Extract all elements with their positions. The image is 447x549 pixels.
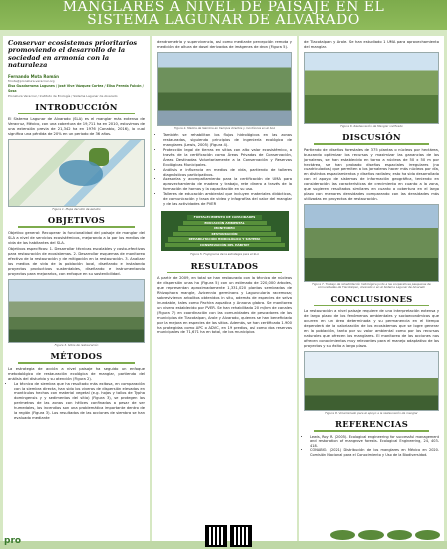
restored-mangrove-photo [304, 52, 439, 124]
author-main: Fernando Mota Román [8, 73, 59, 79]
bullet-livelihood: • Análisis e influencia en medios de vida, partiendo de talleres diagnósticos participativos. [163, 168, 292, 178]
figure-4-caption: Figura 4. Mezcla de Siembra en tiempos directos y montículos en el SLA [173, 125, 276, 130]
figure-8-caption: Figura 8. Voluntariado para el apoyo a la restauración de manglar [325, 410, 418, 415]
methods-list [8, 382, 145, 421]
header-line-1: MANGLARES A NIVEL DE PAISAJE EN EL [62, 1, 385, 14]
discussion-heading: DISCUSIÓN [304, 132, 439, 145]
figure-6-caption: Figura 6. Restauración de Manglar vivificado [340, 123, 403, 128]
strategy-pyramid [161, 211, 289, 252]
conclusions-heading: CONCLUSIONES [304, 294, 439, 307]
references-list [304, 435, 439, 458]
sponsor-logo-icon [387, 530, 412, 540]
qr-code-icon-2[interactable] [230, 525, 252, 547]
header-line-2: SISTEMA LAGUNAR DE ALVARADO [87, 14, 360, 27]
bullet-uma-certification: • Asesorías y acompañamiento para la certificación de UMA para aprovechamiento de madera y trabajo, rete dinero a través de la formación de hornos y la capacitación en su uso. [163, 177, 292, 192]
bullet-education: • Talleres de educación ambiental que incluyen materiales didácticos, de comunicación y traza de video y infografías del valor del manglar y de las actividades de PVER [163, 192, 292, 207]
hydrologic-rehab-photo [304, 204, 439, 282]
conclusions-text: La restauración a nivel paisaje requiere de una interpretación extensa y de largo plazo de los fenómenos ambientales y socioeconómicos que ocurren en un área determinada y su permanencia en el tiempo dependerá de la valorización de los ecosistemas que se logre generar en la población, tanto por su valor ambiental como por los recursos naturales que ofrecen los manglares. El monitoreo de las acciones nos ofrecen conocimientos muy relevantes para el manejo adaptativo de los proyectos y su éxito a largo plazo. [304, 309, 439, 348]
column-right [299, 36, 444, 541]
map-lagoon-area [59, 160, 103, 186]
coauthors: Elsa Guadarrama Lagunes / José Vive Vázquez Cortez / Elisa Pereda Falcón / Sosa [8, 83, 144, 93]
sponsor-logo-icon [415, 530, 440, 540]
affiliation: Pronatura Veracruz / Instituto de Ecología / Sistema Lagunar de Alvarado [8, 93, 118, 98]
sponsor-logos [330, 530, 440, 540]
author-email[interactable]: fmota@pronatura-veracruz.org [8, 78, 55, 83]
figure-1-caption: Figura 1. Mapa del sitio de estudio [52, 206, 101, 211]
poster-header [0, 0, 447, 30]
sponsor-logo-icon [358, 530, 383, 540]
intro-text: El Sistema Lagunar de Alvarado (SLA) es el manglar más extenso de Veracruz, México, con una cobertura de 19,711 ha en 2010, estuvimos de una extensión previa de 21,342 ha en 1976 (Conabio, 2016), lo cual significa una pérdida de 20% en un periodo de 36 años. [8, 117, 145, 136]
volunteer-photo [304, 351, 439, 411]
bullet-legal-protection: • Protección legal de tierras en sitios con alto valor ecosistémico, a través de la certificación como Áreas Privadas de Conservación, Áreas Destinadas Voluntariamente a la Conservación y Reservas Ecológicas Municipales. [163, 148, 292, 168]
pyramid-level-educacion: EDUCACIÓN AMBIENTAL [183, 221, 267, 226]
objectives-specific: Objetivos específicos: 1. Desarrollar técnicas escalables y costo-efectivas para restauración de ecosistemas. 2. Desarrollar esquemas de monitoreo efectivo de la restauración y de mitigación en la restauración. 3. Analizar los medios de vida de la población local, diseñando e instalando proyectos productivos sustentables, diseñando e instrumentando proyectos para mejorarlos, con enfoque en su sostenibilidad. [8, 247, 145, 276]
objectives-heading: OBJETIVOS [8, 215, 145, 228]
results-continued: de Tlacotalpan y Arole. Se han estudiado 1 UMA para aprovechamiento del manglar. [304, 40, 439, 49]
pyramid-level-capacidades: FORTALECIMIENTO DE CAPACIDADES [187, 215, 261, 220]
figure-5-caption: Figura 5. Flujograma de la estrategia para el SLA [190, 252, 259, 257]
pyramid-level-conservacion: CONSERVACIÓN DEL HÁBITAT [165, 243, 285, 248]
results-text: A partir de 2009, en total se han restaurado con la técnica de núcleos de dispersión unas ha (Figura 5) con un estimado de 220,000 árboles, que representan aproximadamente 1,331,020 plantas sembradas de Rhizophora mangle, Avicennia germinans y Laguncularia racemosa; sobrevivieron arbolitos obtenidos in situ, además de especies de selva inundable, tales como Pachira aquatica y Annona glabra. Se monitorea un vivero establecido por PVER. Se han rehabilitado 20 m/km de canales (Figura 7) en coordinación con las comunidades de pescadores de los municipios de Tlacotalpan, Arole y Alvarado, quienes se han beneficiado por la mejora en especies de los sitios. Además, se han certificado 1.900 ha protegidas como APC o ADVC, en 19 predios, así como dos reservas municipales de 71,671 ha en total, de los municipios [157, 276, 292, 335]
methods-bullets [157, 133, 292, 207]
methods-continued: dendrometría y supervivencia, así como mediante percepción remota y medición de altura de dosel derivados de imágenes de dron (Figura 5). [157, 40, 292, 49]
column-middle [152, 36, 297, 541]
pyramid-level-rehabilitacion: REHABILITACIÓN HIDROLÓGICA Y SISTEMA [168, 237, 281, 242]
methods-heading: MÉTODOS [8, 351, 145, 364]
column-left [3, 36, 150, 541]
poster-title: Conservar ecosistemas prioritarios promoviendo el desarrollo de la sociedad en armonía con la naturaleza [8, 39, 138, 70]
methods-text: La estrategia de acción a nivel paisaje ha seguido un enfoque metodológico de restauración ecológica de manglar, partiendo del análisis del disturbio y su atención (Figura 2). [8, 366, 145, 381]
discussion-text: Partiendo de diseños forestales de 375 plantas o núcleos por hectárea, buscando optimizar los recursos y maximizar las ganancias de los jornaleros, se han establecido en torno a núcleos de 50 x 50 m por hectárea, se han probado diseños espaciales irregulares (no cuadriculados) que permiten a los jornaleros hacer más núcleos por día, en distintos espaciamientos y diseños radiales; esto ha sido desarrollado con el apoyo de sistemas de información geográfica, teniendo en consideración las características de crecimiento en cuanto a la zona, que sugieren resultados similares en cuanto a cobertura en el largo plazo con menores densidades comparando con las densidades más utilizadas en proyectos de restauración. [304, 147, 439, 201]
references-heading: REFERENCIAS [304, 419, 439, 432]
bullet-hydrology: • También se rehabilitan los flujos hidrológicos en las zonas restauradas, siguiendo principios de ingeniería ecológica de manglares (Lewis, 2005) (Figura 4). [163, 133, 292, 148]
results-heading: RESULTADOS [157, 261, 292, 274]
figure-7-caption: Figura 7. Trabajo de rehabilitación hidrológica junto a las cooperativas pesqueras de comunidades de Tlacotalpan, Alvarado o en el Sistema Lagunar de Alvarado [312, 281, 431, 290]
pyramid-level-monitoreo: MONITOREO [178, 226, 272, 231]
sponsor-logo-icon [330, 530, 355, 540]
figure-3-caption: Figura 3. Sitios de restauración [54, 342, 99, 347]
intro-heading: INTRODUCCIÓN [8, 102, 145, 115]
study-site-map [8, 139, 145, 207]
reference-item: • CONABIO. (2021) Distribución de los manglares en México en 2020. Comisión Nacional para el Conocimiento y Uso de la Biodiversidad. [310, 448, 439, 457]
pyramid-level-restauracion: RESTAURACIÓN [173, 232, 276, 237]
restoration-site-photo [8, 279, 145, 343]
reference-item: • Lewis, Roy R. (2005). Ecological engineering for successful management and restoration of mangrove forests. Ecological Engineering, 24, 403-418. [310, 435, 439, 449]
objective-general: Objetivo general: Recuperar la funcionalidad del paisaje de manglar del SLA a nivel de servicios ecosistémicos, mejorando a la par los medios de vida de los habitantes del SLA. [8, 230, 145, 245]
pronatura-logo: pro [4, 536, 22, 546]
mangrove-planting-photo [157, 52, 292, 126]
methods-bullet: • La técnica de siembra que ha resultado más exitosa, en comparación con la siembra directa, han sido los viveros de dispersión elevados en montículos hechos con material vegetal (e.g. hojas y tallos de Typha domingensis y y sedimentos del sitio) (Figura 3), se protegen los perímetros de las zonas con hélices confinados a pesar de ser humedales, los incendios son una problemática importante dentro de la región (Figura 3). Los resultados de las acciones de siembra se han evaluado mediante [14, 382, 145, 421]
qr-code-icon[interactable] [205, 525, 227, 547]
